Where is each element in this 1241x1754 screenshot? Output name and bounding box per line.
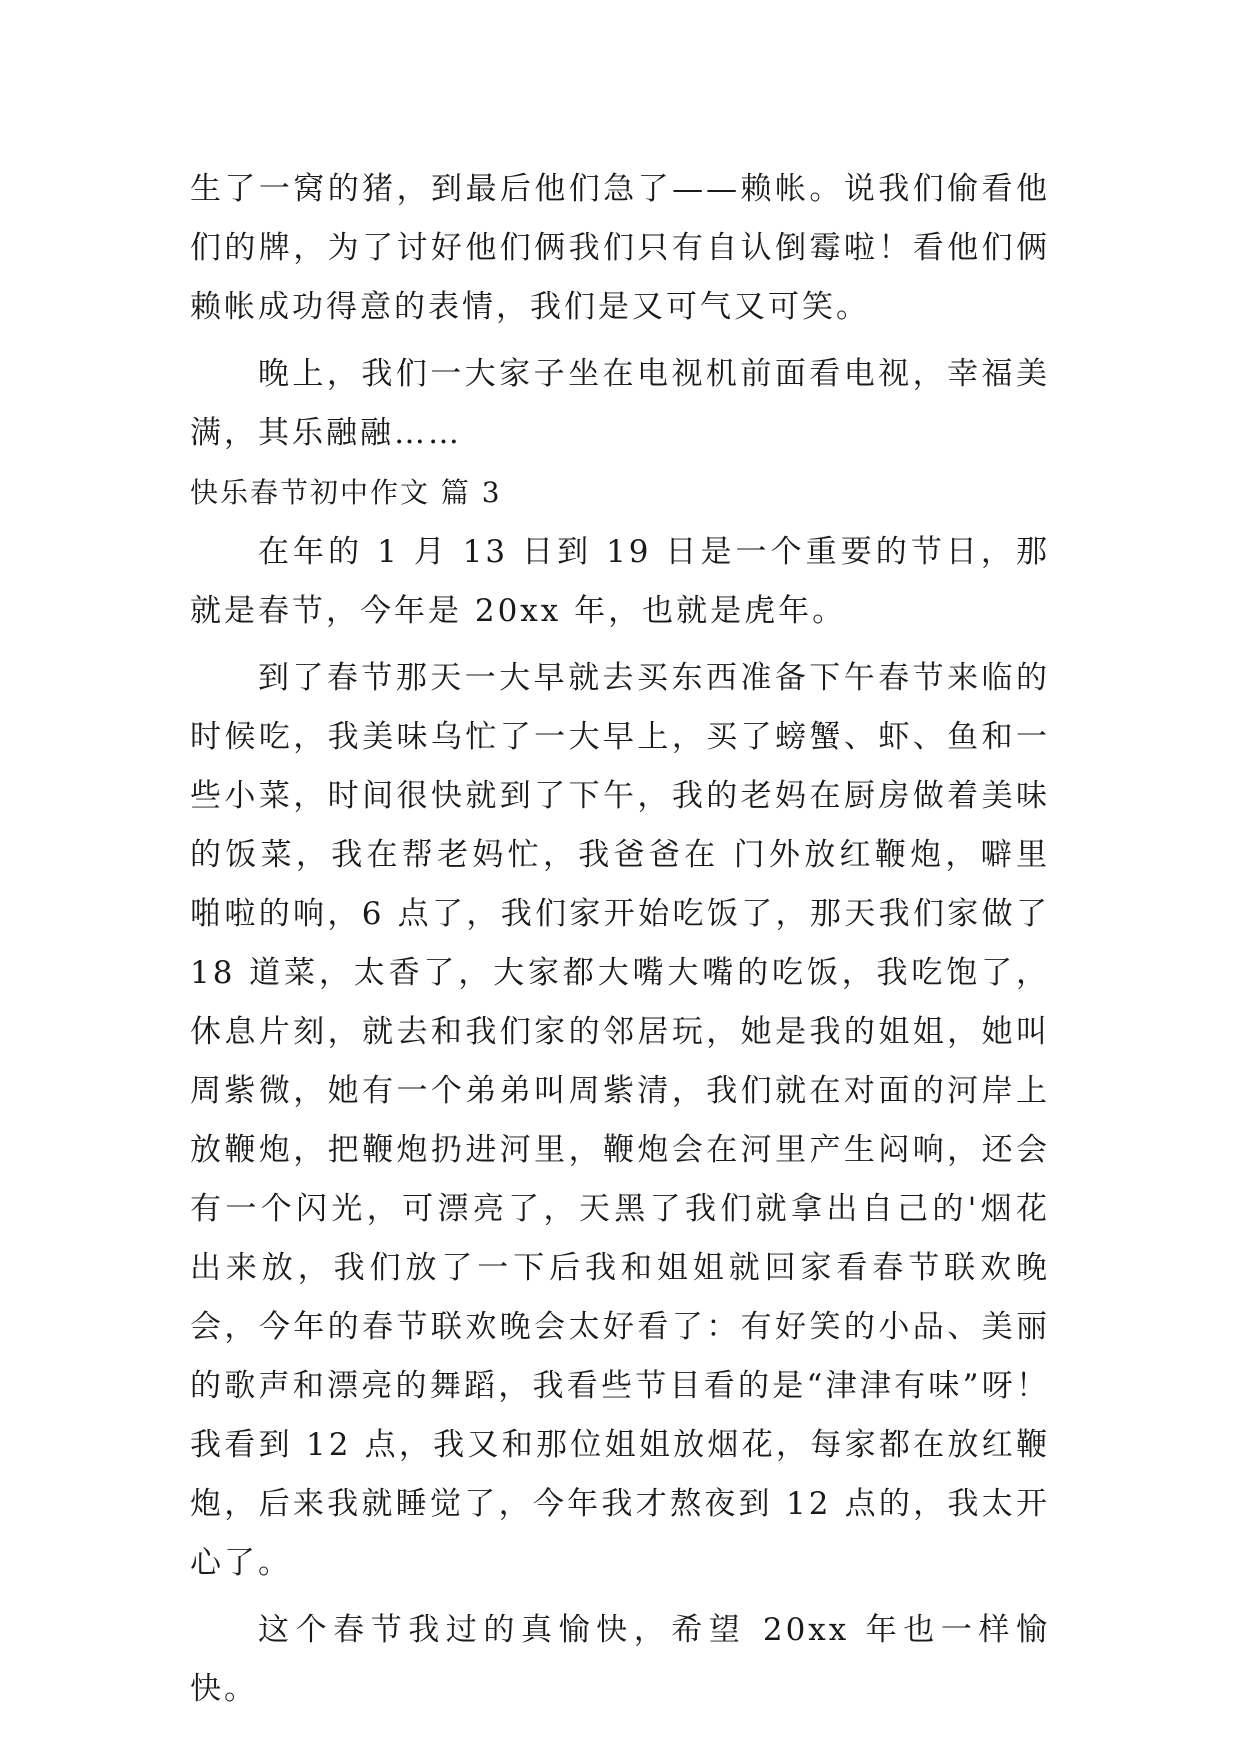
paragraph-evening: 晚上，我们一大家子坐在电视机前面看电视，幸福美满，其乐融融……	[190, 356, 1050, 451]
document-body	[190, 160, 1050, 1727]
paragraph-main: 到了春节那天一大早就去买东西准备下午春节来临的时候吃，我美味乌忙了一大早上，买了螃蟹、虾、鱼和一些小菜，时间很快就到了下午，我的老妈在厨房做着美味的饭菜，我在帮老妈忙，我爸爸在 门外放红鞭炮，噼里啪啦的响，6 点了，我们家开始吃饭了，那天我们家做了 18 道菜，太香了，大家都大嘴大嘴的吃饭，我吃饱了，休息片刻，就去和我们家的邻居玩，她是我的姐姐，她叫周紫微，她有一个弟弟叫周紫清，我们就在对面的河岸上放鞭炮，把鞭炮扔进河里，鞭炮会在河里产生闷响，还会有一个闪光，可漂亮了，天黑了我们就拿出自己的'烟花出来放，我们放了一下后我和姐姐就回家看春节联欢晚会，今年的春节联欢晚会太好看了：有好笑的小品、美丽的歌声和漂亮的舞蹈，我看些节目看的是“津津有味”呀！我看到 12 点，我又和那位姐姐放烟花，每家都在放红鞭炮，后来我就睡觉了，今年我才熬夜到 12 点的，我太开心了。	[190, 660, 1050, 1581]
paragraph-continuation: 生了一窝的猪，到最后他们急了——赖帐。说我们偷看他们的牌，为了讨好他们俩我们只有自认倒霉啦！看他们俩赖帐成功得意的表情，我们是又可气又可笑。	[190, 171, 1050, 325]
paragraph-closing: 这个春节我过的真愉快，希望 20xx 年也一样愉快。	[190, 1612, 1050, 1707]
essay-heading: 快乐春节初中作文 篇 3	[190, 476, 502, 509]
paragraph-intro: 在年的 1 月 13 日到 19 日是一个重要的节日，那就是春节，今年是 20xx 年，也就是虎年。	[190, 534, 1050, 629]
